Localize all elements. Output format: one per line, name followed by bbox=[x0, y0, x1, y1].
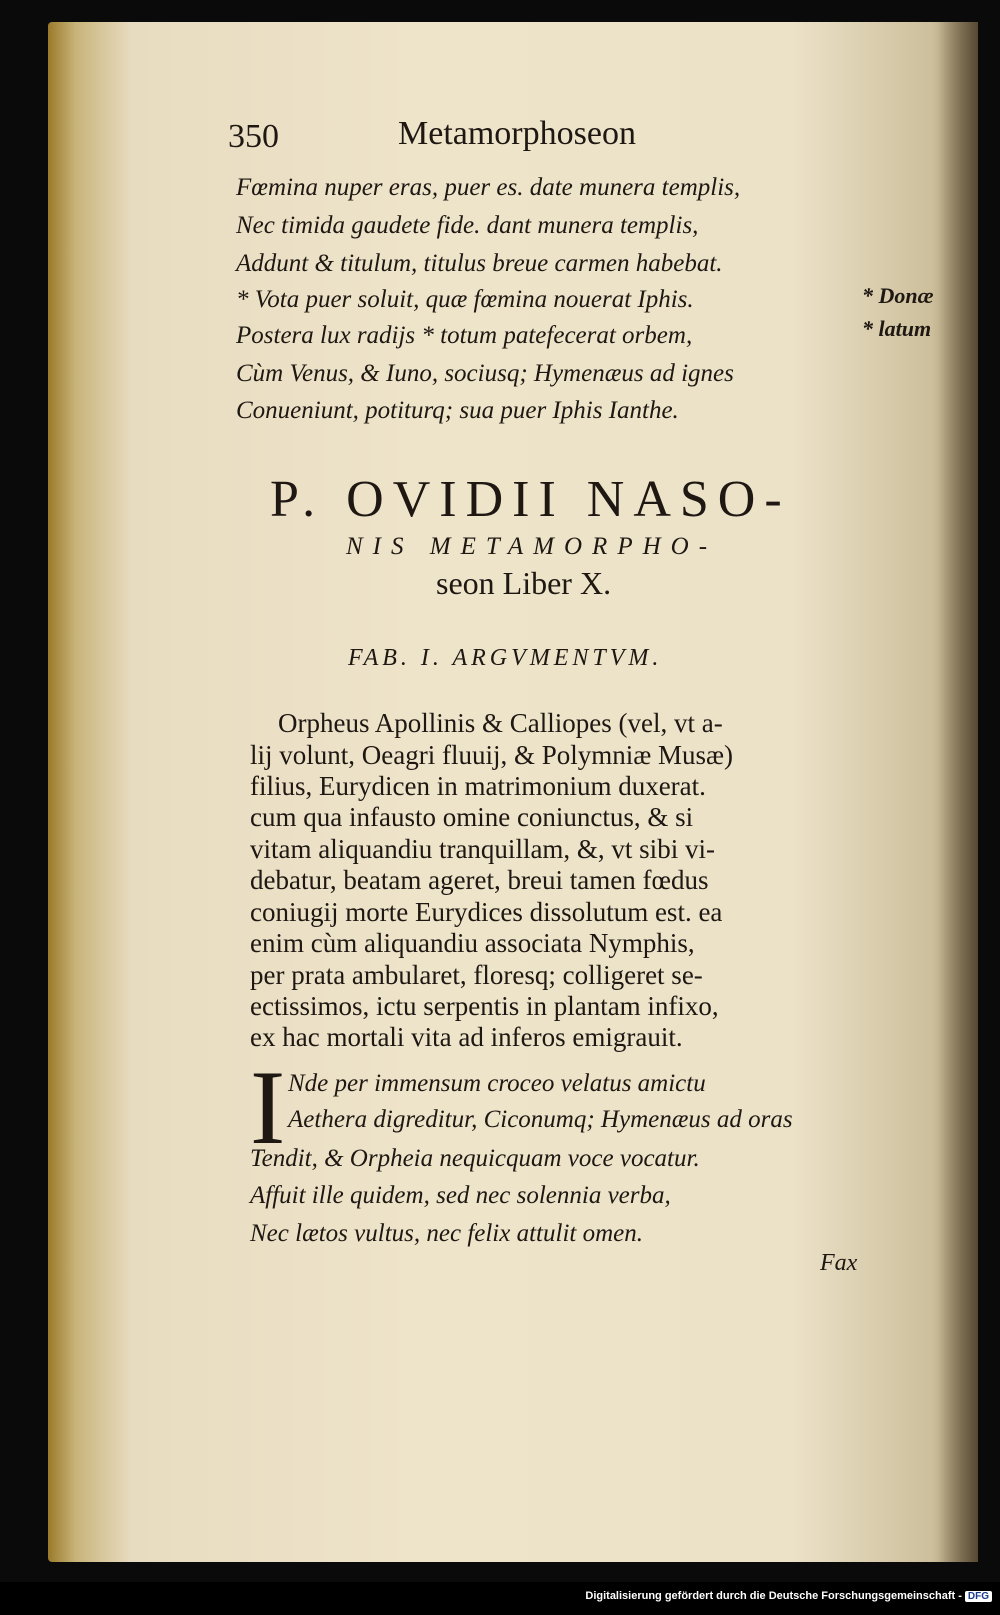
argument-line: Orpheus Apollinis & Calliopes (vel, vt a- bbox=[278, 708, 723, 738]
margin-note: * latum bbox=[862, 316, 932, 341]
book-title-line3: seon Liber X. bbox=[436, 565, 612, 601]
argument-line: ectissimos, ictu serpentis in plantam infixo, bbox=[250, 991, 719, 1021]
catchword: Fax bbox=[820, 1250, 858, 1276]
verse-line: Aethera digreditur, Ciconumq; Hymenæus ad oras bbox=[288, 1106, 793, 1133]
argument-line: lij volunt, Oeagri fluuij, & Polymniæ Musæ) bbox=[250, 740, 734, 770]
argument-line: vitam aliquandiu tranquillam, &, vt sibi vi- bbox=[250, 834, 715, 864]
footer-credit bbox=[585, 1590, 992, 1602]
verse-line: * Vota puer soluit, quæ fœmina nouerat Iphis. bbox=[236, 286, 694, 313]
argument-line: coniugij morte Eurydices dissolutum est. ea bbox=[250, 897, 723, 927]
verse-line: Fœmina nuper eras, puer es. date munera templis, bbox=[236, 174, 741, 201]
book-title-line1: P. OVIDII NASO- bbox=[270, 471, 791, 528]
footer-text: Digitalisierung gefördert durch die Deutsche Forschungsgemeinschaft - bbox=[585, 1590, 962, 1602]
verse-line: Cùm Venus, & Iuno, sociusq; Hymenæus ad ignes bbox=[236, 360, 734, 387]
verse-line: Affuit ille quidem, sed nec solennia verba, bbox=[250, 1182, 671, 1209]
drop-cap: I bbox=[250, 1049, 286, 1166]
book-title-line2: NIS METAMORPHO- bbox=[346, 533, 718, 560]
verse-line: Postera lux radijs * totum patefecerat orbem, bbox=[236, 322, 693, 349]
fable-heading: FAB. I. ARGVMENTVM. bbox=[348, 645, 663, 671]
page-number: 350 bbox=[228, 118, 279, 155]
argument-line: enim cùm aliquandiu associata Nymphis, bbox=[250, 928, 695, 958]
margin-note: * Donæ bbox=[862, 283, 934, 308]
dfg-logo: DFG bbox=[965, 1591, 992, 1602]
verse-line: Nec lætos vultus, nec felix attulit omen. bbox=[250, 1220, 643, 1247]
verse-line: Nec timida gaudete fide. dant munera templis, bbox=[236, 212, 699, 239]
verse-line: Tendit, & Orpheia nequicquam voce vocatur. bbox=[250, 1145, 700, 1172]
verse-line: Addunt & titulum, titulus breue carmen habebat. bbox=[236, 250, 723, 277]
argument-line: ex hac mortali vita ad inferos emigrauit. bbox=[250, 1022, 683, 1052]
argument-line: filius, Eurydicen in matrimonium duxerat. bbox=[250, 771, 706, 801]
verse-line: Nde per immensum croceo velatus amictu bbox=[288, 1070, 706, 1097]
verse-line: Conueniunt, potiturq; sua puer Iphis Ianthe. bbox=[236, 397, 679, 424]
argument-line: debatur, beatam ageret, breui tamen fœdus bbox=[250, 865, 709, 895]
running-title: Metamorphoseon bbox=[398, 115, 636, 152]
argument-line: per prata ambularet, floresq; colligeret se- bbox=[250, 960, 703, 990]
argument-line: cum qua infausto omine coniunctus, & si bbox=[250, 802, 694, 832]
